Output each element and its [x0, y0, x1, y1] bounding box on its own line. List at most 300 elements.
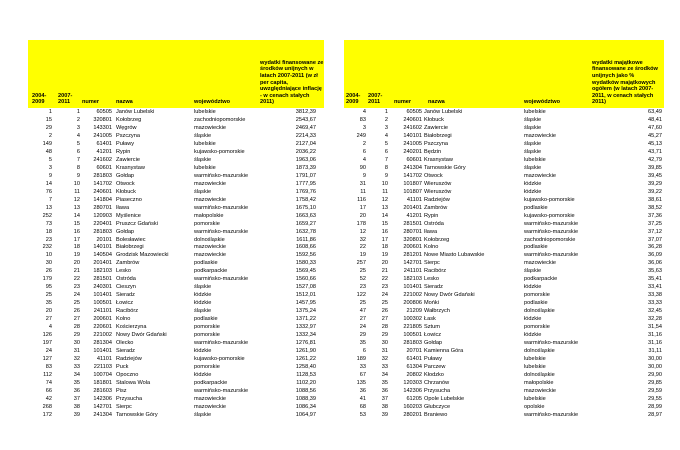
table-row — [28, 268, 324, 276]
cell-value: 1088,56 — [295, 387, 316, 394]
table-left-body — [28, 109, 324, 420]
cell-wojewodztwo: dolnośląskie — [524, 371, 555, 378]
cell-rank-2004-2009: 11 — [360, 188, 366, 195]
cell-numer: 181801 — [93, 379, 112, 386]
cell-rank-2007-2011: 20 — [73, 260, 80, 267]
cell-numer: 200601 — [403, 244, 422, 251]
cell-value: 1527,08 — [295, 284, 316, 291]
table-row — [344, 308, 664, 316]
cell-wojewodztwo: warmińsko-mazurskie — [194, 228, 249, 235]
cell-rank-2007-2011: 15 — [381, 220, 388, 227]
cell-value: 29,55 — [648, 395, 662, 402]
cell-value: 39,22 — [648, 188, 662, 195]
cell-rank-2007-2011: 14 — [73, 212, 80, 219]
cell-value: 1128,53 — [296, 371, 316, 378]
cell-value: 36,28 — [648, 244, 662, 251]
table-row — [28, 348, 324, 356]
cell-wojewodztwo: warmińsko-mazurskie — [524, 340, 579, 347]
cell-rank-2004-2009: 6 — [362, 348, 366, 355]
cell-wojewodztwo: warmińsko-mazurskie — [194, 204, 249, 211]
cell-wojewodztwo: lubelskie — [524, 109, 546, 115]
cell-rank-2004-2009: 197 — [42, 340, 52, 347]
cell-wojewodztwo: kujawsko-pomorskie — [524, 212, 575, 219]
cell-numer: 101401 — [93, 292, 112, 299]
table-row — [344, 125, 664, 133]
cell-nazwa: Mońki — [424, 300, 439, 307]
cell-rank-2007-2011: 3 — [384, 124, 388, 131]
cell-nazwa: Radziejów — [116, 356, 142, 363]
table-row — [28, 388, 324, 396]
table-row — [344, 356, 664, 364]
cell-nazwa: Iława — [424, 228, 438, 235]
cell-value: 1332,34 — [295, 332, 316, 339]
table-row — [344, 165, 664, 173]
cell-wojewodztwo: warmińsko-mazurskie — [194, 387, 249, 394]
cell-rank-2004-2009: 232 — [42, 244, 52, 251]
cell-rank-2007-2011: 2 — [384, 116, 388, 123]
cell-nazwa: Łask — [424, 316, 436, 323]
header-rank-2004-2009: 2004-2009 — [32, 92, 47, 106]
cell-rank-2004-2009: 26 — [45, 268, 52, 275]
table-row — [344, 173, 664, 181]
cell-rank-2004-2009: 135 — [356, 379, 366, 386]
header-numer: numer — [394, 99, 412, 106]
cell-wojewodztwo: śląskie — [194, 284, 212, 291]
cell-wojewodztwo: pomorskie — [194, 364, 220, 370]
cell-rank-2007-2011: 16 — [381, 228, 388, 235]
cell-rank-2004-2009: 249 — [356, 132, 366, 139]
table-row — [344, 109, 664, 117]
cell-numer: 241304 — [93, 411, 112, 418]
cell-wojewodztwo: lubelskie — [194, 140, 216, 147]
cell-rank-2007-2011: 39 — [381, 411, 388, 418]
table-row — [344, 284, 664, 292]
table-row — [344, 372, 664, 380]
cell-rank-2004-2009: 9 — [48, 172, 52, 179]
cell-rank-2004-2009: 7 — [48, 196, 52, 203]
cell-value: 1332,97 — [295, 324, 316, 331]
cell-value: 37,25 — [648, 220, 662, 227]
cell-wojewodztwo: warmińsko-mazurskie — [524, 228, 579, 235]
cell-numer: 60601 — [406, 156, 422, 163]
cell-numer: 141702 — [93, 180, 112, 187]
cell-rank-2007-2011: 34 — [73, 371, 80, 378]
table-row — [344, 388, 664, 396]
table-row — [28, 412, 324, 420]
cell-rank-2004-2009: 4 — [48, 324, 52, 331]
cell-wojewodztwo: opolskie — [524, 403, 545, 410]
cell-rank-2004-2009: 12 — [359, 228, 366, 235]
cell-value: 36,09 — [648, 252, 662, 259]
cell-wojewodztwo: lubelskie — [194, 164, 216, 171]
cell-nazwa: Ostróda — [424, 220, 444, 227]
cell-wojewodztwo: warmińsko-mazurskie — [524, 220, 579, 227]
cell-nazwa: Głubczyce — [424, 403, 451, 410]
cell-nazwa: Kolno — [424, 244, 439, 251]
cell-rank-2004-2009: 53 — [359, 411, 366, 418]
cell-numer: 100704 — [93, 371, 112, 378]
cell-numer: 141804 — [93, 196, 112, 203]
cell-value: 39,45 — [648, 172, 662, 179]
cell-rank-2004-2009: 74 — [45, 379, 52, 386]
cell-nazwa: Parczew — [424, 364, 446, 370]
cell-nazwa: Nowe Miasto Lubawskie — [424, 252, 485, 259]
cell-rank-2004-2009: 52 — [359, 276, 366, 283]
cell-value: 39,29 — [648, 180, 662, 187]
cell-wojewodztwo: łódzkie — [194, 300, 212, 307]
cell-nazwa: Kamienna Góra — [424, 348, 464, 355]
cell-wojewodztwo: warmińsko-mazurskie — [194, 340, 249, 347]
cell-numer: 220601 — [93, 324, 112, 331]
cell-nazwa: Pszczyna — [116, 132, 140, 139]
cell-rank-2007-2011: 33 — [381, 364, 388, 370]
cell-rank-2004-2009: 20 — [359, 212, 366, 219]
table-left-header — [28, 40, 324, 108]
cell-rank-2004-2009: 172 — [42, 411, 52, 418]
cell-numer: 142306 — [93, 395, 112, 402]
cell-numer: 281501 — [93, 276, 112, 283]
cell-numer: 241005 — [93, 132, 112, 139]
cell-wojewodztwo: kujawsko-pomorskie — [194, 356, 245, 363]
table-row — [344, 205, 664, 213]
cell-wojewodztwo: łódzkie — [194, 371, 212, 378]
cell-numer: 281803 — [93, 172, 112, 179]
cell-numer: 41201 — [96, 148, 112, 155]
cell-numer: 142306 — [403, 387, 422, 394]
table-row — [344, 181, 664, 189]
cell-numer: 100302 — [403, 316, 422, 323]
cell-nazwa: Zambrów — [424, 204, 448, 211]
cell-rank-2007-2011: 23 — [381, 284, 388, 291]
cell-wojewodztwo: pomorskie — [194, 324, 220, 331]
cell-rank-2007-2011: 18 — [381, 244, 388, 251]
cell-value: 1560,66 — [295, 276, 316, 283]
cell-wojewodztwo: śląskie — [524, 268, 542, 275]
cell-numer: 41101 — [96, 356, 112, 363]
cell-rank-2004-2009: 90 — [359, 164, 366, 171]
cell-numer: 140504 — [93, 252, 112, 259]
cell-rank-2004-2009: 66 — [45, 387, 52, 394]
cell-rank-2004-2009: 83 — [359, 116, 366, 123]
cell-value: 42,79 — [648, 156, 662, 163]
cell-nazwa: Rypin — [424, 212, 439, 219]
cell-numer: 200806 — [403, 300, 422, 307]
cell-value: 32,28 — [648, 316, 662, 323]
cell-rank-2007-2011: 17 — [381, 236, 388, 243]
cell-nazwa: Zawiercie — [424, 124, 448, 131]
cell-wojewodztwo: łódzkie — [194, 292, 212, 299]
cell-numer: 141702 — [403, 172, 422, 179]
cell-rank-2007-2011: 38 — [73, 403, 80, 410]
cell-nazwa: Przysucha — [116, 395, 143, 402]
cell-rank-2007-2011: 3 — [76, 124, 80, 131]
cell-value: 1261,90 — [295, 348, 316, 355]
cell-wojewodztwo: mazowieckie — [194, 395, 227, 402]
cell-wojewodztwo: podlaskie — [524, 204, 548, 211]
cell-rank-2004-2009: 127 — [42, 356, 52, 363]
cell-value: 30,00 — [648, 356, 662, 363]
cell-rank-2004-2009: 24 — [359, 324, 366, 331]
cell-nazwa: Łowicz — [116, 300, 134, 307]
cell-rank-2004-2009: 17 — [359, 204, 366, 211]
cell-rank-2004-2009: 29 — [359, 332, 366, 339]
cell-numer: 160203 — [403, 403, 422, 410]
cell-nazwa: Krasnystaw — [116, 164, 145, 171]
cell-nazwa: Racibórz — [116, 308, 139, 315]
cell-rank-2004-2009: 122 — [356, 292, 366, 299]
cell-numer: 143301 — [93, 124, 112, 131]
cell-rank-2004-2009: 31 — [359, 180, 366, 187]
cell-nazwa: Lesko — [116, 268, 131, 275]
header-value: wydatki finansowane ze środków unijnych w latach 2007-2011 (w zł per capita, uwzględniające inflację - w cenach stałych 2011) — [260, 59, 324, 106]
cell-numer: 182103 — [93, 268, 112, 275]
cell-rank-2007-2011: 24 — [73, 292, 80, 299]
header-nazwa: nazwa — [428, 99, 445, 106]
cell-value: 30,00 — [648, 364, 662, 370]
cell-nazwa: Grodzisk Mazowiecki — [116, 252, 169, 259]
cell-nazwa: Sierpc — [424, 260, 440, 267]
cell-value: 43,71 — [648, 148, 662, 155]
header-rank-2004-2009: 2004-2009 — [346, 92, 361, 106]
cell-wojewodztwo: pomorskie — [524, 324, 550, 331]
cell-rank-2004-2009: 18 — [45, 228, 52, 235]
cell-numer: 241304 — [403, 164, 422, 171]
cell-numer: 101401 — [93, 348, 112, 355]
cell-rank-2007-2011: 21 — [73, 268, 80, 275]
cell-rank-2007-2011: 12 — [73, 196, 80, 203]
cell-wojewodztwo: mazowieckie — [524, 132, 557, 139]
cell-rank-2007-2011: 21 — [381, 268, 388, 275]
cell-nazwa: Opoczno — [116, 371, 139, 378]
cell-rank-2004-2009: 27 — [45, 316, 52, 323]
cell-nazwa: Bolesławiec — [116, 236, 146, 243]
cell-rank-2007-2011: 26 — [381, 308, 388, 315]
table-row — [28, 332, 324, 340]
cell-value: 1659,27 — [295, 220, 316, 227]
cell-rank-2007-2011: 1 — [384, 109, 388, 115]
cell-rank-2004-2009: 13 — [45, 204, 52, 211]
table-row — [344, 276, 664, 284]
cell-value: 29,85 — [648, 379, 662, 386]
cell-rank-2004-2009: 36 — [359, 387, 366, 394]
cell-wojewodztwo: dolnośląskie — [194, 236, 225, 243]
cell-nazwa: Stalowa Wola — [116, 379, 151, 386]
cell-wojewodztwo: dolnośląskie — [524, 348, 555, 355]
cell-rank-2007-2011: 8 — [76, 164, 80, 171]
cell-wojewodztwo: podkarpackie — [194, 268, 228, 275]
cell-nazwa: Pszczyna — [424, 140, 448, 147]
cell-nazwa: Puławy — [116, 140, 135, 147]
cell-wojewodztwo: zachodniopomorskie — [524, 236, 576, 243]
cell-rank-2007-2011: 23 — [73, 284, 80, 291]
cell-rank-2007-2011: 12 — [381, 196, 388, 203]
cell-value: 2214,33 — [295, 132, 316, 139]
cell-value: 1777,95 — [295, 180, 316, 187]
cell-nazwa: Wałbrzych — [424, 308, 450, 315]
cell-rank-2004-2009: 126 — [42, 332, 52, 339]
table-row — [28, 173, 324, 181]
cell-rank-2004-2009: 48 — [45, 148, 52, 155]
table-row — [344, 141, 664, 149]
cell-nazwa: Iława — [116, 204, 130, 211]
table-row — [28, 364, 324, 372]
cell-value: 1608,66 — [295, 244, 316, 251]
cell-nazwa: Otwock — [424, 172, 443, 179]
cell-nazwa: Zawiercie — [116, 156, 140, 163]
cell-rank-2004-2009: 178 — [356, 220, 366, 227]
cell-value: 37,12 — [648, 228, 662, 235]
cell-rank-2004-2009: 76 — [45, 188, 52, 195]
cell-rank-2004-2009: 22 — [359, 244, 366, 251]
cell-rank-2004-2009: 3 — [48, 164, 52, 171]
cell-rank-2007-2011: 29 — [73, 332, 80, 339]
table-row — [344, 332, 664, 340]
cell-numer: 241602 — [403, 124, 422, 131]
cell-wojewodztwo: dolnośląskie — [524, 308, 555, 315]
table-row — [28, 404, 324, 412]
cell-numer: 240301 — [93, 284, 112, 291]
cell-nazwa: Nowy Dwór Gdański — [424, 292, 475, 299]
cell-numer: 21209 — [406, 308, 422, 315]
cell-nazwa: Sztum — [424, 324, 440, 331]
cell-nazwa: Piaseczno — [116, 196, 142, 203]
cell-nazwa: Wieruszów — [424, 180, 452, 187]
cell-wojewodztwo: śląskie — [524, 140, 542, 147]
cell-nazwa: Lesko — [424, 276, 439, 283]
table-right-body — [344, 109, 664, 420]
cell-wojewodztwo: warmińsko-mazurskie — [524, 411, 579, 418]
cell-wojewodztwo: lubelskie — [524, 356, 546, 363]
cell-numer: 280701 — [93, 204, 112, 211]
table-row — [28, 149, 324, 157]
cell-numer: 281501 — [403, 220, 422, 227]
header-nazwa: nazwa — [116, 99, 133, 106]
cell-rank-2007-2011: 25 — [73, 300, 80, 307]
cell-rank-2007-2011: 39 — [73, 411, 80, 418]
cell-value: 31,16 — [648, 332, 662, 339]
cell-value: 1791,07 — [295, 172, 316, 179]
cell-value: 37,36 — [648, 212, 662, 219]
cell-wojewodztwo: małopolskie — [524, 379, 554, 386]
header-wojewodztwo: województwo — [524, 99, 561, 106]
cell-rank-2007-2011: 11 — [74, 188, 80, 195]
cell-rank-2004-2009: 41 — [359, 395, 366, 402]
cell-value: 1663,63 — [295, 212, 316, 219]
cell-rank-2004-2009: 14 — [45, 180, 52, 187]
cell-rank-2007-2011: 5 — [384, 140, 388, 147]
table-row — [344, 260, 664, 268]
cell-nazwa: Sieradz — [116, 348, 135, 355]
cell-rank-2004-2009: 24 — [45, 348, 52, 355]
cell-nazwa: Cieszyn — [116, 284, 136, 291]
cell-nazwa: Będzin — [424, 148, 442, 155]
cell-rank-2004-2009: 3 — [362, 124, 366, 131]
cell-wojewodztwo: warmińsko-mazurskie — [524, 252, 579, 259]
cell-numer: 41201 — [406, 212, 422, 219]
table-row — [344, 213, 664, 221]
cell-wojewodztwo: podlaskie — [524, 244, 548, 251]
cell-value: 63,49 — [648, 109, 662, 115]
cell-value: 1632,78 — [295, 228, 316, 235]
cell-nazwa: Otwock — [116, 180, 135, 187]
table-row — [28, 276, 324, 284]
cell-nazwa: Wieruszów — [424, 188, 452, 195]
cell-rank-2004-2009: 19 — [359, 252, 366, 259]
table-row — [28, 125, 324, 133]
cell-wojewodztwo: śląskie — [194, 188, 212, 195]
table-row — [28, 316, 324, 324]
cell-wojewodztwo: śląskie — [194, 411, 212, 418]
cell-numer: 101401 — [403, 284, 422, 291]
cell-wojewodztwo: warmińsko-mazurskie — [194, 172, 249, 179]
cell-rank-2007-2011: 1 — [76, 109, 80, 115]
table-row — [344, 348, 664, 356]
cell-rank-2007-2011: 22 — [381, 276, 388, 283]
cell-nazwa: Gołdap — [424, 340, 443, 347]
cell-rank-2004-2009: 112 — [43, 371, 52, 378]
cell-nazwa: Puławy — [424, 356, 443, 363]
cell-nazwa: Białobrzegi — [116, 244, 144, 251]
cell-value: 45,13 — [648, 140, 662, 147]
cell-nazwa: Kościerzyna — [116, 324, 147, 331]
cell-numer: 61205 — [406, 395, 422, 402]
header-wojewodztwo: województwo — [194, 99, 231, 106]
cell-numer: 20101 — [96, 236, 112, 243]
header-value: wydatki majątkowe finansowane ze środków unijnych jako % wydatków majątkowych ogółem (w latach 2007-2011, w cenach stałych 2011) — [592, 59, 658, 106]
header-rank-2007-2011: 2007-2011 — [58, 92, 73, 106]
cell-wojewodztwo: mazowieckie — [524, 387, 557, 394]
cell-value: 2469,47 — [295, 124, 316, 131]
cell-nazwa: Olecko — [116, 340, 134, 347]
table-row — [28, 141, 324, 149]
cell-value: 33,41 — [648, 284, 662, 291]
cell-value: 2543,67 — [295, 116, 316, 123]
table-row — [344, 316, 664, 324]
cell-nazwa: Białobrzegi — [424, 132, 452, 139]
cell-wojewodztwo: łódzkie — [524, 332, 542, 339]
cell-value: 36,06 — [648, 260, 662, 267]
table-row — [344, 292, 664, 300]
cell-wojewodztwo: lubelskie — [524, 395, 546, 402]
cell-rank-2007-2011: 14 — [381, 212, 388, 219]
cell-wojewodztwo: śląskie — [524, 148, 542, 155]
cell-rank-2004-2009: 2 — [362, 140, 366, 147]
cell-rank-2007-2011: 34 — [381, 371, 388, 378]
cell-rank-2007-2011: 10 — [381, 180, 388, 187]
cell-rank-2007-2011: 37 — [73, 395, 80, 402]
cell-nazwa: Tarnowskie Góry — [424, 164, 466, 171]
cell-nazwa: Kołobrzeg — [116, 116, 142, 123]
cell-wojewodztwo: śląskie — [524, 116, 542, 123]
table-row — [28, 165, 324, 173]
cell-rank-2004-2009: 252 — [42, 212, 52, 219]
table-row — [344, 404, 664, 412]
table-row — [344, 149, 664, 157]
cell-numer: 100501 — [93, 300, 112, 307]
cell-numer: 61401 — [406, 356, 422, 363]
table-row — [344, 133, 664, 141]
cell-rank-2004-2009: 5 — [48, 156, 52, 163]
cell-value: 38,61 — [648, 196, 662, 203]
cell-value: 1102,20 — [296, 379, 316, 386]
cell-rank-2004-2009: 30 — [45, 260, 52, 267]
cell-numer: 200601 — [93, 316, 112, 323]
cell-rank-2007-2011: 24 — [381, 292, 388, 299]
cell-nazwa: Węgrów — [116, 124, 137, 131]
table-row — [28, 284, 324, 292]
table-row — [28, 213, 324, 221]
cell-value: 1276,81 — [295, 340, 316, 347]
